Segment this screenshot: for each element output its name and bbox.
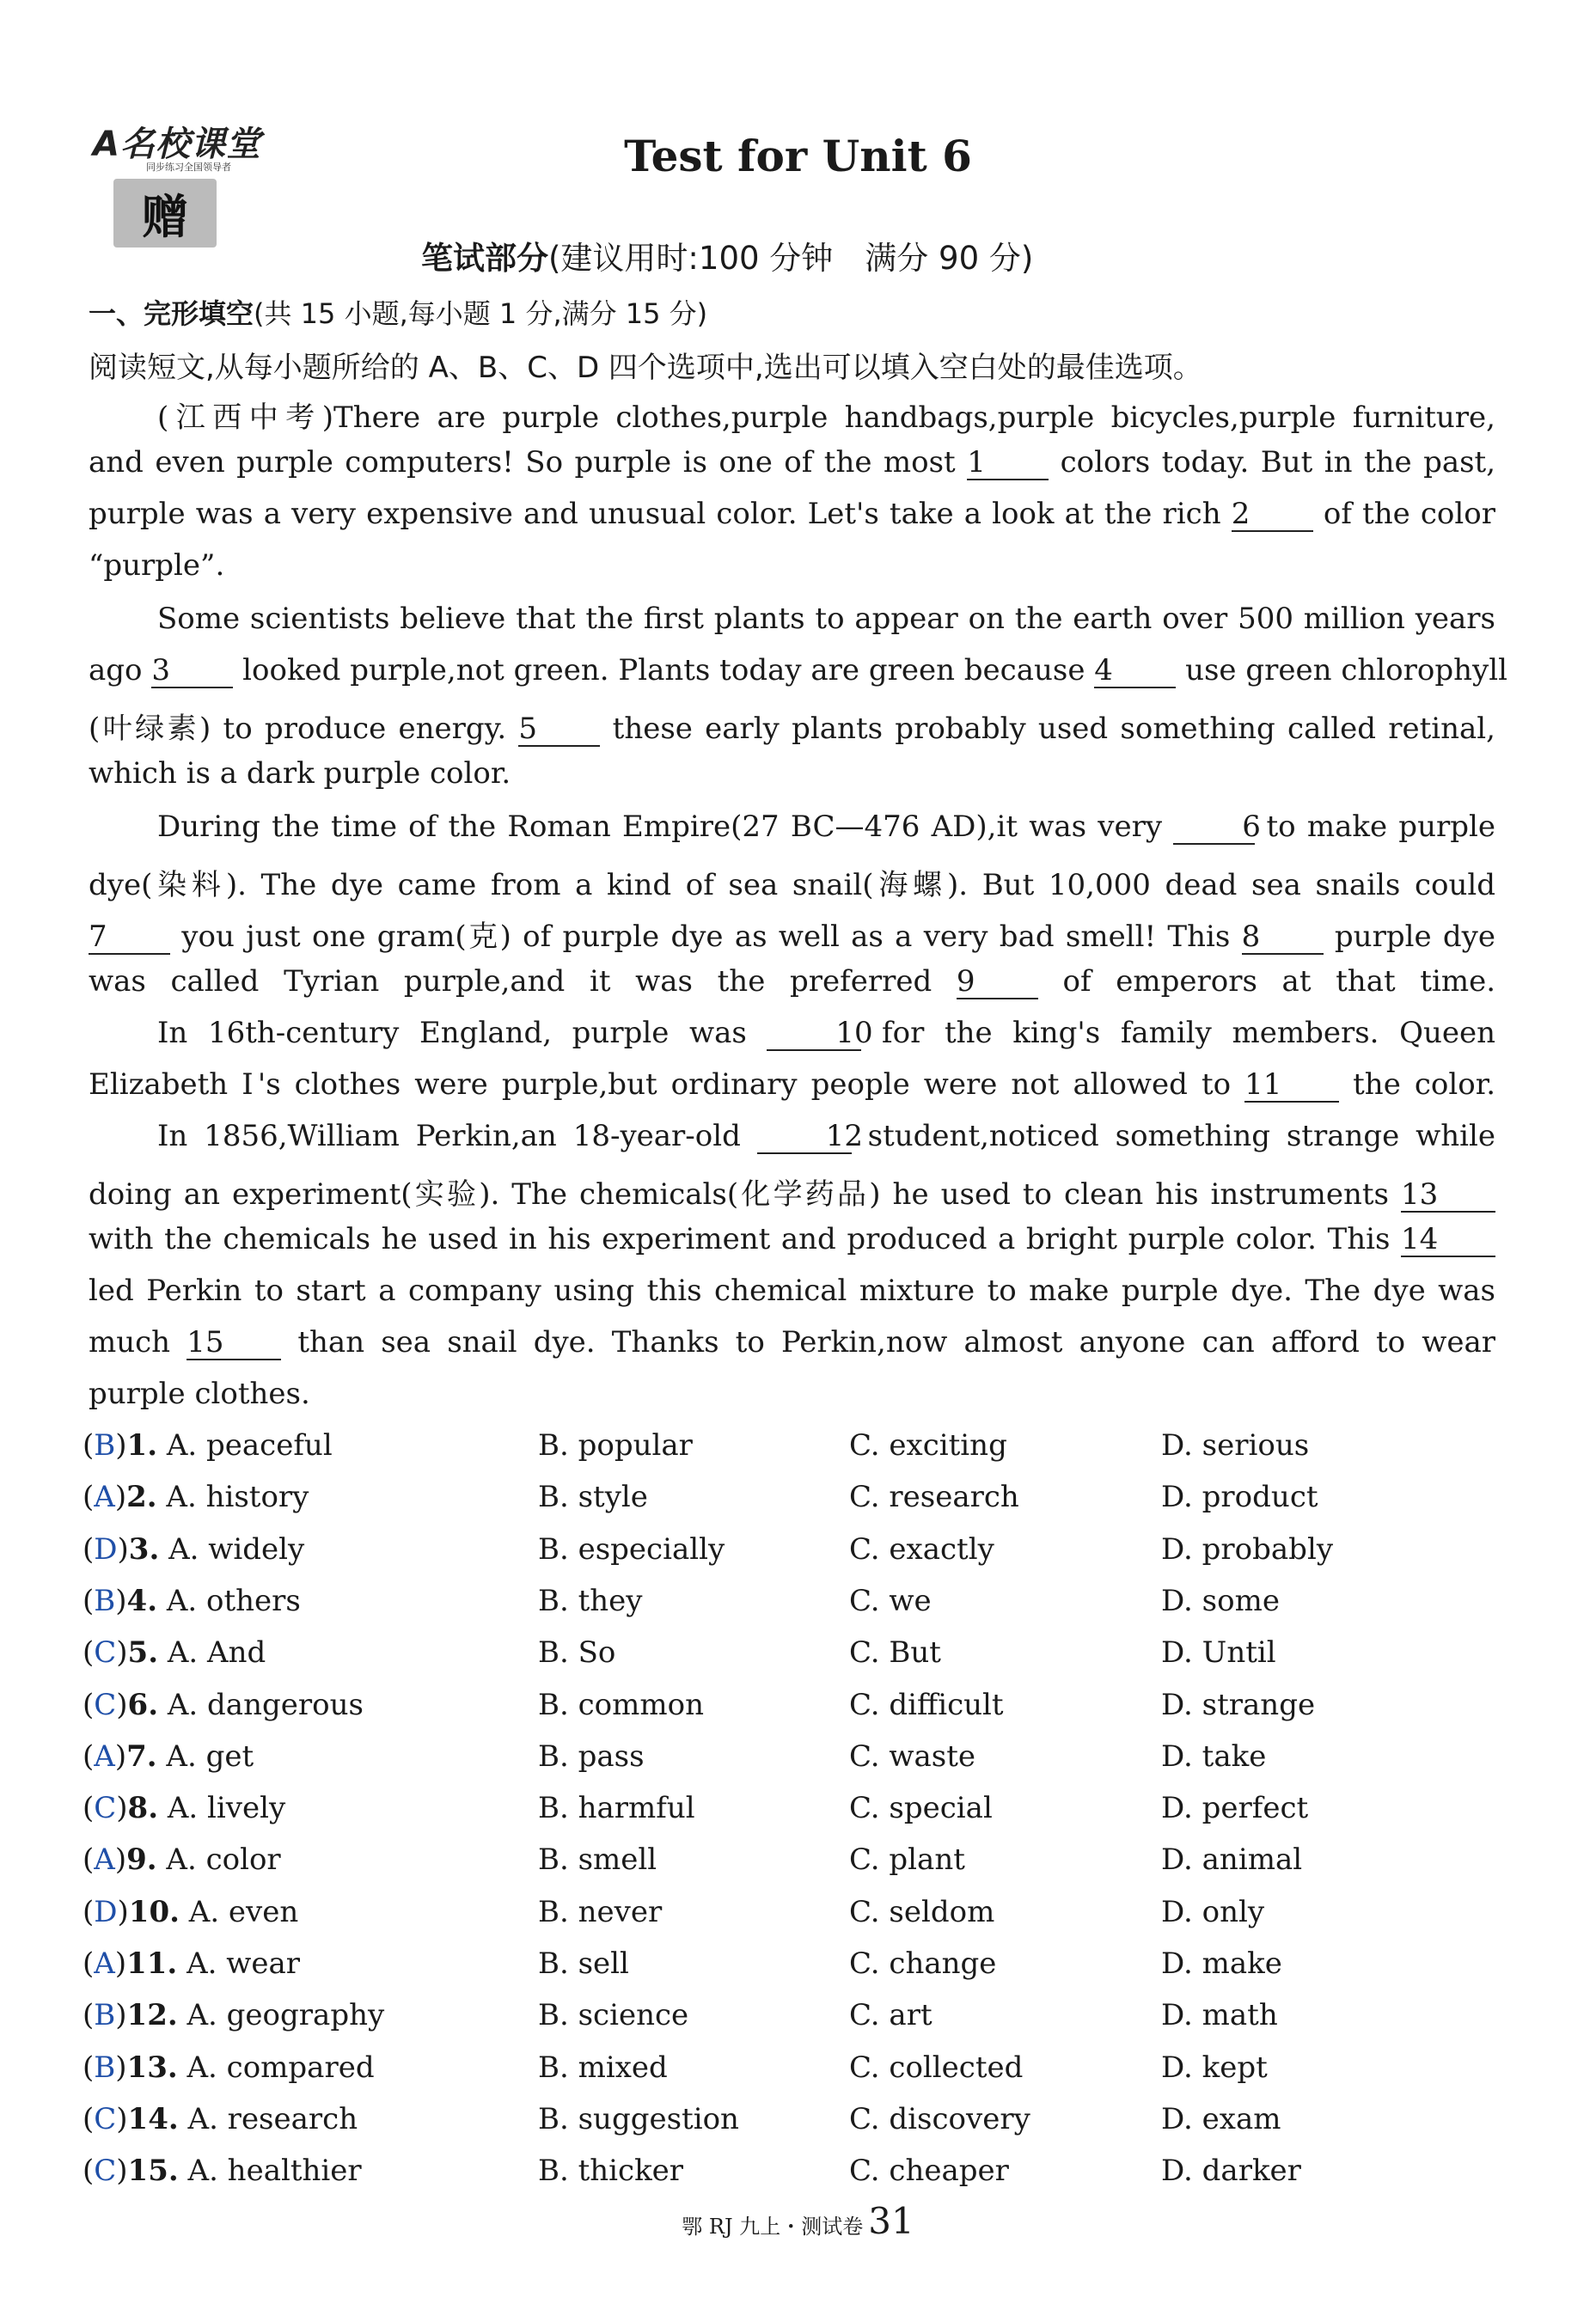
option-c: C. research <box>849 1480 1019 1515</box>
option-c: C. waste <box>849 1739 976 1774</box>
passage-line: with the chemicals he used in his experiment and produced a bright purple color. This 14 <box>89 1222 1495 1257</box>
question-stem: (B)12. A. geography <box>83 1998 385 2033</box>
question-stem: (C)6. A. dangerous <box>83 1687 364 1722</box>
question-number: 12. <box>126 1998 178 2033</box>
option-a: A. And <box>167 1635 266 1671</box>
question-stem: (D)10. A. even <box>83 1894 299 1929</box>
option-b: B. style <box>538 1480 648 1515</box>
passage-line: “purple”. <box>89 548 225 583</box>
question-stem: (A)2. A. history <box>83 1480 309 1515</box>
answer-letter: B <box>94 1428 116 1463</box>
option-c: C. special <box>849 1791 993 1826</box>
passage-line: Some scientists believe that the first plants to appear on the earth over 500 million years <box>157 602 1495 636</box>
question-number: 9. <box>126 1842 157 1878</box>
blank-15: 15 <box>187 1327 281 1360</box>
logo-brand: A名校课堂 <box>93 125 261 164</box>
option-c: C. we <box>849 1583 932 1618</box>
option-c: C. cheaper <box>849 2154 1009 2189</box>
page-footer <box>0 2200 1596 2242</box>
question-number: 1. <box>126 1428 158 1463</box>
question-stem: (A)9. A. color <box>83 1842 281 1878</box>
question-stem: (B)4. A. others <box>83 1583 301 1618</box>
blank-9: 9 <box>957 966 1038 999</box>
answer-letter: C <box>94 2101 117 2136</box>
question-stem: (A)11. A. wear <box>83 1946 300 1981</box>
blank-3: 3 <box>151 655 233 688</box>
option-d: D. animal <box>1161 1842 1303 1878</box>
option-a: A. lively <box>167 1791 286 1826</box>
option-a: A. peaceful <box>166 1428 333 1463</box>
option-a: A. get <box>166 1739 254 1774</box>
answer-letter: B <box>94 1583 116 1618</box>
passage-line: doing an experiment(实验). The chemicals(化学药品) he used to clean his instruments 13 <box>89 1170 1495 1213</box>
option-c: C. But <box>849 1635 941 1671</box>
passage-line: purple was a very expensive and unusual color. Let's take a look at the rich 2 of the color <box>89 497 1495 531</box>
passage-line: and even purple computers! So purple is one of the most 1 colors today. But in the past, <box>89 445 1496 480</box>
option-d: D. darker <box>1161 2154 1301 2189</box>
blank-8: 8 <box>1242 921 1324 955</box>
option-a: A. healthier <box>187 2154 362 2189</box>
question-stem: (B)13. A. compared <box>83 2050 375 2085</box>
blank-7: 7 <box>89 921 170 955</box>
question-number: 3. <box>128 1531 160 1567</box>
question-number: 15. <box>127 2154 179 2189</box>
option-d: D. some <box>1161 1583 1280 1618</box>
question-number: 10. <box>128 1894 180 1929</box>
answer-letter: D <box>94 1531 118 1567</box>
answer-letter: B <box>94 1998 116 2033</box>
question-number: 2. <box>126 1480 157 1515</box>
question-number: 8. <box>127 1791 159 1826</box>
blank-13: 13 <box>1401 1179 1495 1213</box>
option-d: D. math <box>1161 1998 1278 2033</box>
question-stem: (C)15. A. healthier <box>83 2154 362 2189</box>
option-d: D. perfect <box>1161 1791 1309 1826</box>
section-scoring: (共 15 小题,每小题 1 分,满分 15 分) <box>254 297 708 330</box>
option-b: B. harmful <box>538 1791 695 1826</box>
passage-line: Elizabeth Ⅰ's clothes were purple,but ordinary people were not allowed to 11 the color. <box>89 1067 1496 1102</box>
passage-line: ago 3 looked purple,not green. Plants today are green because 4 use green chlorophyll <box>89 653 1507 687</box>
question-stem: (B)1. A. peaceful <box>83 1428 333 1463</box>
passage-line: (江西中考)There are purple clothes,purple handbags,purple bicycles,purple furniture, <box>157 400 1495 435</box>
question-number: 13. <box>126 2050 178 2085</box>
question-stem: (A)7. A. get <box>83 1739 254 1774</box>
option-d: D. probably <box>1161 1531 1334 1567</box>
option-d: D. make <box>1161 1946 1282 1981</box>
passage-line: much 15 than sea snail dye. Thanks to Perkin,now almost anyone can afford to wear <box>89 1325 1495 1360</box>
passage-line: (叶绿素) to produce energy. 5 these early plants probably used something called retinal, <box>89 712 1495 746</box>
answer-letter: C <box>94 1635 117 1671</box>
option-a: A. history <box>166 1480 309 1515</box>
answer-letter: A <box>94 1842 115 1878</box>
option-c: C. exciting <box>849 1428 1007 1463</box>
question-stem: (D)3. A. widely <box>83 1531 305 1567</box>
option-b: B. mixed <box>538 2050 668 2085</box>
passage-line: During the time of the Roman Empire(27 BC—476 AD),it was very 6 to make purple <box>157 810 1495 844</box>
blank-11: 11 <box>1244 1069 1339 1103</box>
blank-10: 10 <box>767 1017 861 1051</box>
option-d: D. serious <box>1161 1428 1310 1463</box>
blank-4: 4 <box>1094 655 1176 688</box>
option-c: C. plant <box>849 1842 965 1878</box>
option-b: B. especially <box>538 1531 725 1567</box>
answer-letter: C <box>94 1687 117 1722</box>
passage-line: In 16th-century England, purple was 10 for the king's family members. Queen <box>157 1016 1496 1050</box>
question-stem: (C)5. A. And <box>83 1635 266 1671</box>
option-d: D. kept <box>1161 2050 1268 2085</box>
blank-14: 14 <box>1401 1224 1495 1257</box>
answer-letter: D <box>94 1894 118 1929</box>
option-b: B. never <box>538 1894 663 1929</box>
answer-letter: A <box>94 1739 115 1774</box>
question-number: 5. <box>127 1635 159 1671</box>
option-c: C. discovery <box>849 2101 1030 2136</box>
option-d: D. only <box>1161 1894 1265 1929</box>
option-b: B. pass <box>538 1739 645 1774</box>
option-a: A. dangerous <box>167 1687 364 1722</box>
option-b: B. they <box>538 1583 643 1618</box>
option-a: A. wear <box>187 1946 300 1981</box>
footer-label: 鄂 RJ 九上・测试卷 <box>682 2215 864 2239</box>
blank-12: 12 <box>757 1121 852 1154</box>
passage-line: dye(染料). The dye came from a kind of sea snail(海螺). But 10,000 dead sea snails could <box>89 868 1495 902</box>
time-note: (建议用时:100 分钟 满分 90 分) <box>548 240 1034 277</box>
answer-letter: B <box>94 2050 116 2085</box>
option-a: A. others <box>166 1583 301 1618</box>
blank-1: 1 <box>967 447 1049 480</box>
section-heading <box>89 292 707 332</box>
option-d: D. Until <box>1161 1635 1276 1671</box>
question-stem: (C)14. A. research <box>83 2101 358 2136</box>
passage-line: purple clothes. <box>89 1377 310 1411</box>
option-b: B. popular <box>538 1428 693 1463</box>
option-c: C. collected <box>849 2050 1024 2085</box>
passage-line: was called Tyrian purple,and it was the preferred 9 of emperors at that time. <box>89 964 1496 999</box>
option-d: D. take <box>1161 1739 1267 1774</box>
option-c: C. exactly <box>849 1531 994 1567</box>
option-b: B. suggestion <box>538 2101 739 2136</box>
instruction: 阅读短文,从每小题所给的 A、B、C、D 四个选项中,选出可以填入空白处的最佳选项。 <box>89 351 1202 385</box>
option-c: C. seldom <box>849 1894 995 1929</box>
part-label: 笔试部分 <box>421 240 548 277</box>
gift-badge: 赠 <box>113 179 217 247</box>
option-c: C. art <box>849 1998 933 2033</box>
question-number: 11. <box>126 1946 178 1981</box>
answer-letter: A <box>94 1946 115 1981</box>
option-a: A. research <box>187 2101 358 2136</box>
option-c: C. change <box>849 1946 997 1981</box>
question-number: 4. <box>126 1583 158 1618</box>
section-title: 一、完形填空 <box>89 297 254 330</box>
option-b: B. So <box>538 1635 616 1671</box>
question-number: 7. <box>126 1739 157 1774</box>
option-a: A. compared <box>187 2050 375 2085</box>
option-d: D. exam <box>1161 2101 1281 2136</box>
page-title: Test for Unit 6 <box>624 131 972 181</box>
answer-letter: A <box>94 1480 115 1515</box>
option-a: A. even <box>188 1894 299 1929</box>
option-b: B. science <box>538 1998 689 2033</box>
passage-line: In 1856,William Perkin,an 18-year-old 12 student,noticed something strange while <box>157 1119 1496 1153</box>
option-b: B. sell <box>538 1946 629 1981</box>
passage-line: 7 you just one gram(克) of purple dye as well as a very bad smell! This 8 purple dye <box>89 920 1495 954</box>
option-c: C. difficult <box>849 1687 1004 1722</box>
option-a: A. widely <box>168 1531 305 1567</box>
blank-6: 6 <box>1173 811 1255 845</box>
page-number: 31 <box>868 2200 914 2242</box>
option-b: B. smell <box>538 1842 657 1878</box>
option-a: A. color <box>166 1842 281 1878</box>
test-time-note <box>421 232 1033 278</box>
blank-5: 5 <box>518 713 600 747</box>
passage-line: led Perkin to start a company using this chemical mixture to make purple dye. The dye was <box>89 1274 1495 1308</box>
option-b: B. common <box>538 1687 704 1722</box>
option-a: A. geography <box>187 1998 385 2033</box>
passage-line: which is a dark purple color. <box>89 756 511 791</box>
option-d: D. strange <box>1161 1687 1316 1722</box>
question-number: 6. <box>127 1687 159 1722</box>
answer-letter: C <box>94 1791 117 1826</box>
option-d: D. product <box>1161 1480 1318 1515</box>
option-b: B. thicker <box>538 2154 684 2189</box>
answer-letter: C <box>94 2154 117 2189</box>
question-stem: (C)8. A. lively <box>83 1791 286 1826</box>
blank-2: 2 <box>1232 498 1313 532</box>
logo-tagline: 同步练习全国领导者 <box>146 162 231 173</box>
question-number: 14. <box>127 2101 179 2136</box>
